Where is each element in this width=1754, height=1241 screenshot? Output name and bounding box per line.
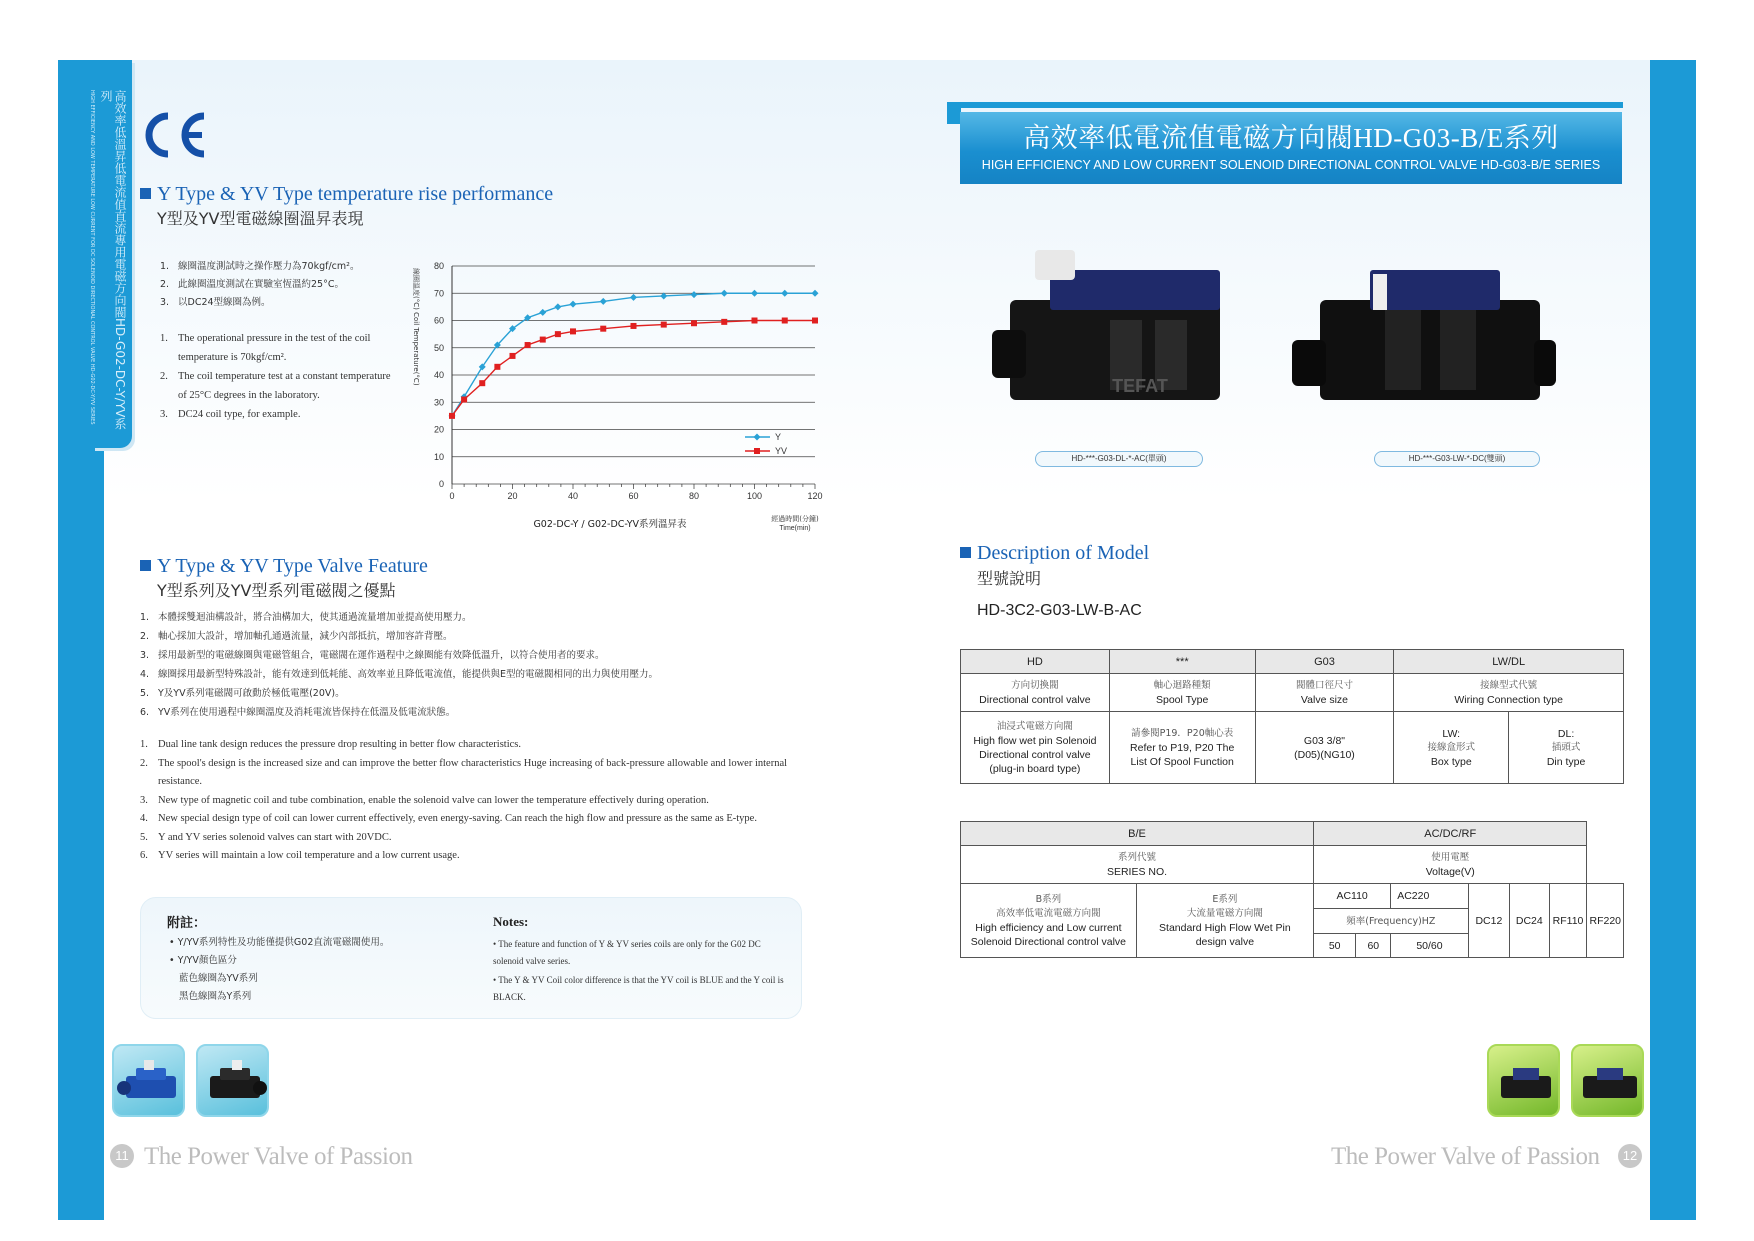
model-code-table-1 (960, 649, 1624, 784)
table-cell: 軸心迴路種類 Spool Type (1109, 674, 1255, 712)
feature-list-en (140, 736, 790, 866)
data-point-yv (631, 323, 637, 329)
legend-marker (754, 448, 760, 454)
feature-list-zh (140, 608, 790, 722)
list-item: 5. Y及YV系列電磁閥可啟動於極低電壓(20V)。 (140, 688, 345, 699)
note-item: 藍色線圈為YV系列 (179, 973, 258, 984)
right-edge-stripe (1650, 60, 1696, 1220)
x-tick-label: 60 (628, 491, 639, 501)
note-item: • Y/YV顏色區分 (169, 955, 237, 966)
table-cell: 請參閱P19．P20軸心表 Refer to P19, P20 The List Of Spool Function (1109, 712, 1255, 784)
model-description-title: Description of Model (960, 542, 1149, 565)
table-cell: E系列 大流量電磁方向閥 Standard High Flow Wet Pin design valve (1136, 884, 1313, 958)
page-number-left: 11 (110, 1144, 134, 1168)
data-point-y (539, 309, 546, 316)
list-item: 2. 軸心採加大設計，增加軸孔通過流量，減少內部抵抗，增加容許背壓。 (140, 631, 453, 642)
table-header-cell: LW/DL (1394, 650, 1624, 674)
table-cell: B系列 高效率低電流電磁方向閥 High efficiency and Low current Solenoid Directional control valve (961, 884, 1137, 958)
data-point-y (751, 290, 758, 297)
model-description-subtitle: 型號說明 (977, 569, 1042, 588)
y-tick-label: 10 (433, 451, 444, 462)
single-solenoid-valve-image (990, 240, 1260, 450)
notes-en-list (493, 936, 793, 1008)
y-tick-label: 70 (433, 288, 444, 299)
legend-marker (754, 434, 761, 441)
x-tick-label: 40 (567, 491, 579, 501)
data-point-yv (525, 342, 531, 348)
data-point-yv (449, 413, 455, 419)
table-cell: 系列代號 SERIES NO. (961, 846, 1314, 884)
note-item: • The Y & YV Coil color difference is that the YV coil is BLUE and the Y coil is BLACK. (493, 975, 784, 1002)
table-cell: 方向切換閥 Directional control valve (961, 674, 1110, 712)
list-item: 1. 線圈溫度測試時之操作壓力為70kgf/cm²。 (160, 261, 360, 272)
thumbnail-y-valve (196, 1044, 269, 1117)
list-item: 6. YV series will maintain a low coil temperature and a low current usage. (140, 850, 460, 861)
valve-brand-text: TEFAT (1112, 376, 1168, 396)
table-cell: 60 (1356, 934, 1391, 958)
data-point-yv (661, 322, 667, 328)
table-header-cell: B/E (961, 822, 1314, 846)
table-cell: G03 3/8" (D05)(NG10) (1255, 712, 1394, 784)
tagline-right: The Power Valve of Passion (1331, 1143, 1600, 1170)
blue-valve-image (114, 1046, 187, 1119)
notes-en-title: Notes: (493, 914, 529, 929)
data-point-yv (494, 364, 500, 370)
notes-zh-list (169, 934, 389, 1006)
x-tick-label: 120 (807, 491, 823, 501)
data-point-y (721, 290, 728, 297)
data-point-y (691, 291, 698, 298)
banner-title-zh: 高效率低電流值電磁方向閥HD-G03-B/E系列 (1023, 123, 1559, 153)
y-tick-label: 80 (433, 261, 444, 271)
page-number-right: 12 (1618, 1144, 1642, 1168)
table-cell: 油浸式電磁方向閥 High flow wet pin Solenoid Directional control valve (plug-in board type) (961, 712, 1110, 784)
data-point-yv (752, 318, 758, 324)
black-valve-image (198, 1046, 271, 1119)
temperature-notes-zh (160, 258, 385, 312)
series-line-y (452, 293, 815, 416)
data-point-yv (461, 397, 467, 403)
table-cell: 50 (1314, 934, 1356, 958)
note-item: • Y/YV系列特性及功能僅提供G02直流電磁閥使用。 (169, 937, 390, 948)
temperature-notes-en (160, 329, 400, 424)
data-point-yv (782, 318, 788, 324)
thumbnail-yv-valve (112, 1044, 185, 1117)
temperature-section-title: Y Type & YV Type temperature rise performance (140, 183, 553, 206)
data-point-y (570, 301, 577, 308)
notes-box (140, 897, 802, 1019)
temperature-rise-chart (400, 252, 823, 534)
x-tick-label: 0 (449, 491, 455, 501)
list-item: 2. The spool's design is the increased size and can improve the better flow characteristics Huge increasing of back-pressure allowable and lower internal resistance. (140, 757, 788, 787)
table-cell: LW: 接線盒形式 Box type (1394, 712, 1509, 784)
valve-image (1489, 1046, 1562, 1119)
data-point-y (600, 298, 607, 305)
table-cell: 接線型式代號 Wiring Connection type (1394, 674, 1624, 712)
data-point-yv (812, 318, 818, 324)
note-item: • The feature and function of Y & YV series coils are only for the G02 DC solenoid valve series. (493, 939, 761, 966)
list-item: 3. DC24 coil type, for example. (160, 409, 301, 420)
feature-section-title: Y Type & YV Type Valve Feature (140, 555, 428, 578)
table-header-cell: AC/DC/RF (1314, 822, 1587, 846)
thumbnail-valve-green-1 (1487, 1044, 1560, 1117)
list-item: 1. The operational pressure in the test of the coil temperature is 70kgf/cm². (160, 333, 371, 363)
y-tick-label: 50 (433, 342, 444, 353)
data-point-yv (510, 353, 516, 359)
table-cell: DC12 (1468, 884, 1509, 958)
side-label-zh: 高效率低溫昇低電流值直流專用電磁方向閥HD-G02-DC-Y/YV系列 (99, 90, 127, 430)
data-point-yv (721, 319, 727, 325)
note-item: 黑色線圈為Y系列 (179, 991, 252, 1002)
valve-image (1573, 1046, 1646, 1119)
ce-mark-icon (138, 110, 208, 160)
list-item: 1. Dual line tank design reduces the pressure drop resulting in better flow characteristics. (140, 739, 522, 750)
table-cell: AC110 (1314, 884, 1391, 909)
table-cell: 50/60 (1391, 934, 1469, 958)
data-point-y (781, 290, 788, 297)
list-item: 2. The coil temperature test at a constant temperature of 25°C degrees in the laboratory. (160, 371, 391, 401)
x-tick-label: 100 (746, 491, 763, 501)
temperature-section-subtitle: Y型及YV型電磁線圈溫昇表現 (157, 209, 364, 228)
table-cell: DC24 (1510, 884, 1549, 958)
data-point-y (630, 294, 637, 301)
x-tick-label: 80 (688, 491, 700, 501)
data-point-yv (540, 337, 546, 343)
table-cell: 使用電壓 Voltage(V) (1314, 846, 1587, 884)
list-item: 6. YV系列在使用過程中線圈溫度及消耗電流皆保持在低溫及低電流狀態。 (140, 707, 456, 718)
list-item: 3. 採用最新型的電磁線圈與電磁管組合，電磁閥在運作過程中之線圈能有效降低溫升，以符合使用者的要求。 (140, 650, 605, 661)
thumbnail-valve-green-2 (1571, 1044, 1644, 1117)
table-cell: RF110 (1549, 884, 1587, 958)
list-item: 3. 以DC24型線圈為例。 (160, 297, 271, 308)
table-cell: AC220 (1391, 884, 1469, 909)
table-cell: DL: 插頭式 Din type (1509, 712, 1624, 784)
legend-label: Y (775, 432, 782, 442)
y-tick-label: 40 (433, 370, 444, 380)
y-tick-label: 60 (433, 315, 444, 326)
y-tick-label: 0 (438, 479, 444, 489)
series-side-label (89, 90, 127, 435)
side-label-en: HIGH EFFICIENCY AND LOW TEMPERATURE LOW CURRENT FOR DC SOLENOID DIRECTIONAL CONTROL VALVE HD-G02-DC-Y/YV SERIES (89, 90, 95, 425)
model-code-example: HD-3C2-G03-LW-B-AC (977, 602, 1142, 619)
y-axis-label: 線圈溫度(°C) Coil Temperature(°C) (412, 268, 420, 386)
legend-label: YV (775, 446, 788, 456)
table-header-cell: G03 (1255, 650, 1394, 674)
banner-rule (947, 102, 1623, 108)
model-code-table-2 (960, 821, 1624, 958)
table-header-cell: *** (1109, 650, 1255, 674)
data-point-yv (600, 326, 606, 332)
list-item: 1. 本體採雙迴油構設計，將合油構加大，使其通過流量增加並提高使用壓力。 (140, 612, 472, 623)
list-item: 2. 此線圈溫度測試在實驗室恆溫約25°C。 (160, 279, 344, 290)
table-cell: 頻率(Frequency)HZ (1314, 909, 1469, 934)
data-point-y (812, 290, 819, 297)
notes-zh-title: 附註： (167, 916, 207, 931)
feature-section-subtitle: Y型系列及YV型系列電磁閥之優點 (157, 581, 396, 600)
list-item: 5. Y and YV series solenoid valves can start with 20VDC. (140, 831, 392, 843)
data-point-yv (555, 331, 561, 337)
list-item: 4. 線圈採用最新型特殊設計，能有效達到低耗能、高效率並且降低電流值，能提供與E型的電磁閥相同的出力與使用壓力。 (140, 669, 659, 680)
single-solenoid-model-label: HD-***-G03-DL-*-AC(單頭) (1035, 451, 1203, 467)
data-point-yv (479, 380, 485, 386)
x-tick-label: 20 (507, 491, 518, 501)
data-point-y (554, 303, 561, 310)
data-point-yv (691, 320, 697, 326)
data-point-yv (570, 328, 576, 334)
chart-title: G02-DC-Y / G02-DC-YV系列溫昇表 (533, 519, 687, 530)
y-tick-label: 20 (433, 424, 444, 435)
double-solenoid-model-label: HD-***-G03-LW-*-DC(雙頭) (1374, 451, 1540, 467)
list-item: 4. New special design type of coil can lower current effectively, even energy-saving. Can reach the high flow and pressure as the same as E-type. (140, 813, 757, 824)
table-cell: 閥體口徑尺寸 Valve size (1255, 674, 1394, 712)
series-banner (960, 112, 1622, 184)
y-tick-label: 30 (433, 397, 444, 408)
banner-title-en: HIGH EFFICIENCY AND LOW CURRENT SOLENOID DIRECTIONAL CONTROL VALVE HD-G03-B/E SERIES (981, 158, 1601, 172)
list-item: 3. New type of magnetic coil and tube combination, enable the solenoid valve can lower the temperature effectively during operation. (140, 794, 709, 806)
x-axis-label: 經過時間(分鐘) (771, 515, 819, 523)
table-cell: RF220 (1587, 884, 1624, 958)
x-axis-label-en: Time(min) (779, 525, 811, 532)
table-header-cell: HD (961, 650, 1110, 674)
tagline-left: The Power Valve of Passion (144, 1143, 413, 1170)
banner-tab (947, 102, 961, 124)
double-solenoid-valve-image (1290, 240, 1560, 450)
